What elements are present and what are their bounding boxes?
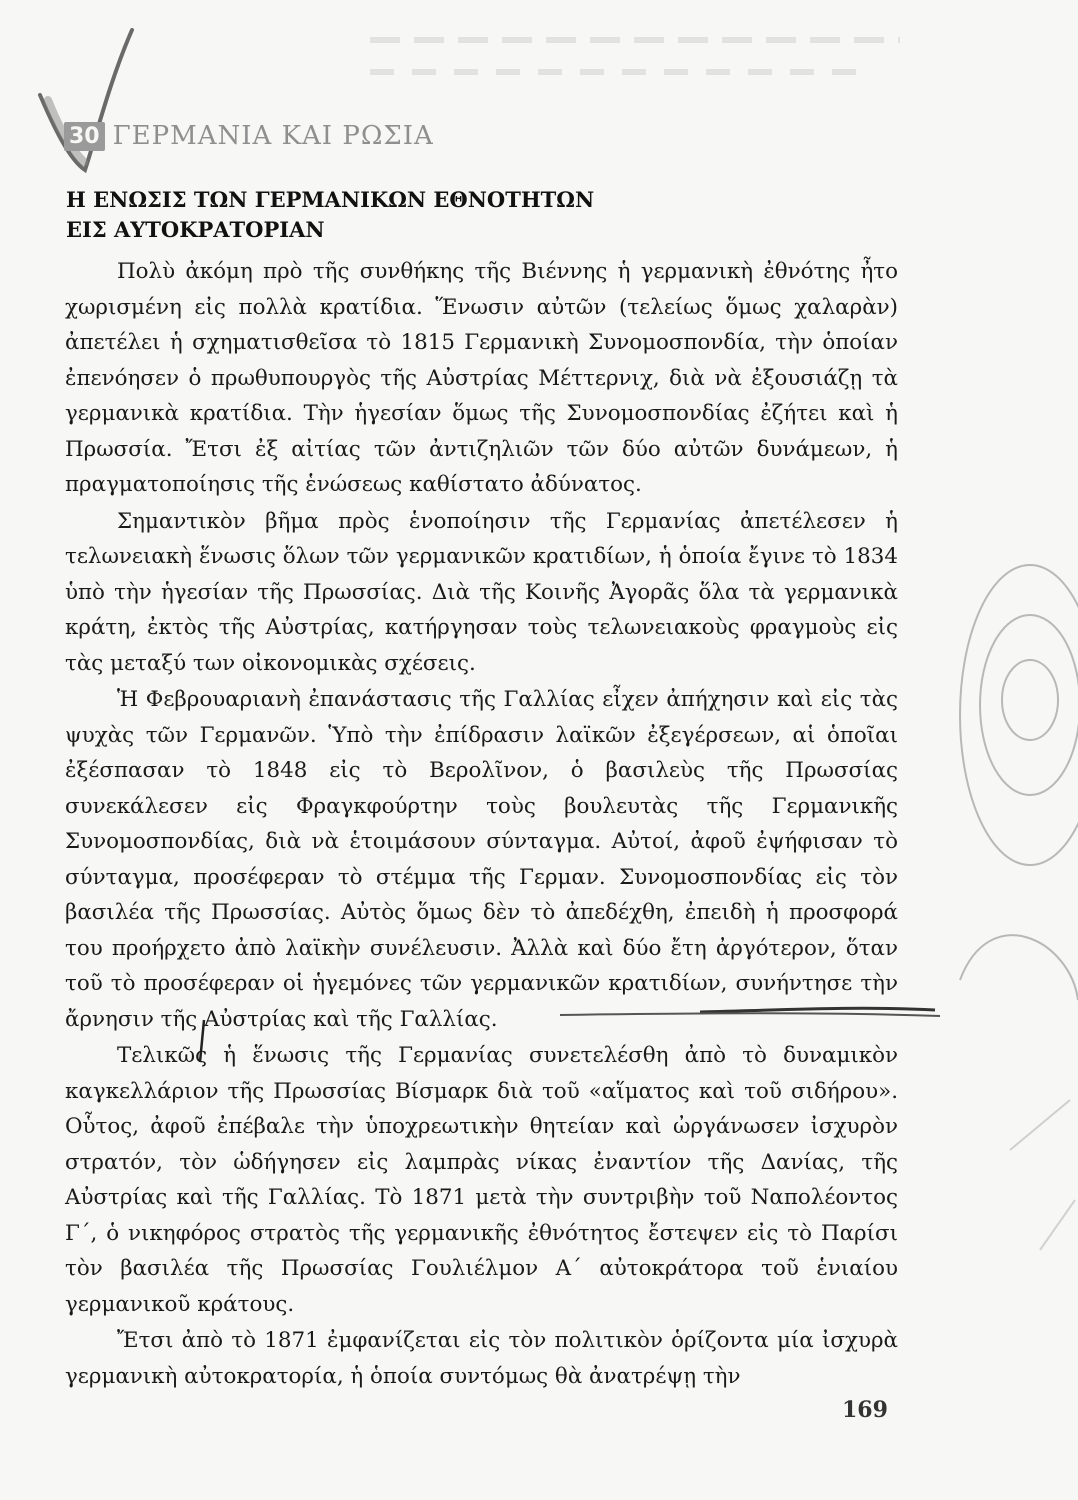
section-title-line-2: ΕΙΣ ΑΥΤΟΚΡΑΤΟΡΙΑΝ <box>66 217 325 242</box>
paragraph: Ἡ Φεβρουαριανὴ ἐπανάστασις τῆς Γαλλίας εἶχεν ἀπήχησιν καὶ εἰς τὰς ψυχὰς τῶν Γερμανῶν. Ὑπὸ τὴν ἐπίδρασιν λαϊκῶν ἐξεγέρσεων, αἱ ὁποῖαι ἐξέσπασαν τὸ 1848 εἰς τὸ Βερολῖνον, ὁ βασιλεὺς τῆς Πρωσσίας συνεκάλεσεν εἰς Φραγκφούρτην τοὺς βουλευτὰς τῆς Γερμανικῆς Συνομοσπονδίας, διὰ νὰ ἑτοιμάσουν σύνταγμα. Αὐτοί, ἀφοῦ ἐψήφισαν τὸ σύνταγμα, προσέφεραν τὸ στέμμα τῆς Γερμαν. Συνομοσπονδίας εἰς τὸν βασιλέα τῆς Πρωσσίας. Αὐτὸς ὅμως δὲν τὸ ἀπεδέχθη, ἐπειδὴ ἡ προσφορά του προήρχετο ἀπὸ λαϊκὴν συνέλευσιν. Ἀλλὰ καὶ δύο ἔτη ἀργότερον, ὅταν τοῦ τὸ προσέφεραν οἱ ἡγεμόνες τῶν γερμανικῶν κρατιδίων, συνήντησε τὴν ἄρνησιν τῆς Αὐστρίας καὶ τῆς Γαλλίας. <box>65 687 898 1032</box>
paragraph: Ἔτσι ἀπὸ τὸ 1871 ἐμφανίζεται εἰς τὸν πολιτικὸν ὁρίζοντα μία ἰσχυρὰ γερμανικὴ αὐτοκρατορία, ἡ ὁποία συντόμως θὰ ἀνατρέψῃ τὴν <box>65 1328 898 1389</box>
paragraph: Σημαντικὸν βῆμα πρὸς ἑνοποίησιν τῆς Γερμανίας ἀπετέλεσεν ἡ τελωνειακὴ ἕνωσις ὅλων τῶν γερμανικῶν κρατιδίων, ἡ ὁποία ἔγινε τὸ 1834 ὑπὸ τὴν ἡγεσίαν τῆς Πρωσσίας. Διὰ τῆς Κοινῆς Ἀγορᾶς ὅλα τὰ γερμανικὰ κράτη, ἐκτὸς τῆς Αὐστρίας, κατήργησαν τοὺς τελωνειακοὺς φραγμοὺς εἰς τὰς μεταξύ των οἰκονομικὰς σχέσεις. <box>65 508 898 676</box>
body-text <box>65 254 898 1394</box>
chapter-title: ΓΕΡΜΑΝΙΑ ΚΑΙ ΡΩΣΙΑ <box>112 121 434 151</box>
chapter-header <box>64 118 434 154</box>
bleed-through-marks <box>360 20 920 100</box>
section-title <box>66 185 966 245</box>
chapter-number: 30 <box>64 122 105 151</box>
page-number: 169 <box>842 1397 888 1423</box>
paragraph: Πολὺ ἀκόμη πρὸ τῆς συνθήκης τῆς Βιέννης ἡ γερμανικὴ ἐθνότης ἦτο χωρισμένη εἰς πολλὰ κρατίδια. Ἕνωσιν αὐτῶν (τελείως ὅμως χαλαρὰν) ἀπετέλει ἡ σχηματισθεῖσα τὸ 1815 Γερμανικὴ Συνομοσπονδία, τὴν ὁποίαν ἐπενόησεν ὁ πρωθυπουργὸς τῆς Αὐστρίας Μέττερνιχ, διὰ νὰ ἐξουσιάζῃ τὰ γερμανικὰ κρατίδια. Τὴν ἡγεσίαν ὅμως τῆς Συνομοσπονδίας ἐζήτει καὶ ἡ Πρωσσία. Ἔτσι ἐξ αἰτίας τῶν ἀντιζηλιῶν τῶν δύο αὐτῶν δυνάμεων, ἡ πραγματοποίησις τῆς ἑνώσεως καθίστατο ἀδύνατος. <box>65 259 898 497</box>
section-title-line-1: Η ΕΝΩΣΙΣ ΤΩΝ ΓΕΡΜΑΝΙΚΩΝ ΕΘΝΟΤΗΤΩΝ <box>66 187 595 212</box>
pencil-spiral-doodle <box>960 565 1078 1000</box>
paragraph: Τελικῶς ἡ ἕνωσις τῆς Γερμανίας συνετελέσθη ἀπὸ τὸ δυναμικὸν καγκελλάριον τῆς Πρωσσίας Βίσμαρκ διὰ τοῦ «αἵματος καὶ τοῦ σιδήρου». Οὗτος, ἀφοῦ ἐπέβαλε τὴν ὑποχρεωτικὴν θητείαν καὶ ὠργάνωσεν ἰσχυρὸν στρατόν, τὸν ὡδήγησεν εἰς λαμπρὰς νίκας ἐναντίον τῆς Δανίας, τῆς Αὐστρίας καὶ τῆς Γαλλίας. Τὸ 1871 μετὰ τὴν συντριβὴν τοῦ Ναπολέοντος Γ΄, ὁ νικηφόρος στρατὸς τῆς γερμανικῆς ἐθνότητος ἔστεψεν εἰς τὸ Παρίσι τὸν βασιλέα τῆς Πρωσσίας Γουλιέλμον Α΄ αὐτοκράτορα τοῦ ἑνιαίου γερμανικοῦ κράτους. <box>65 1043 898 1317</box>
